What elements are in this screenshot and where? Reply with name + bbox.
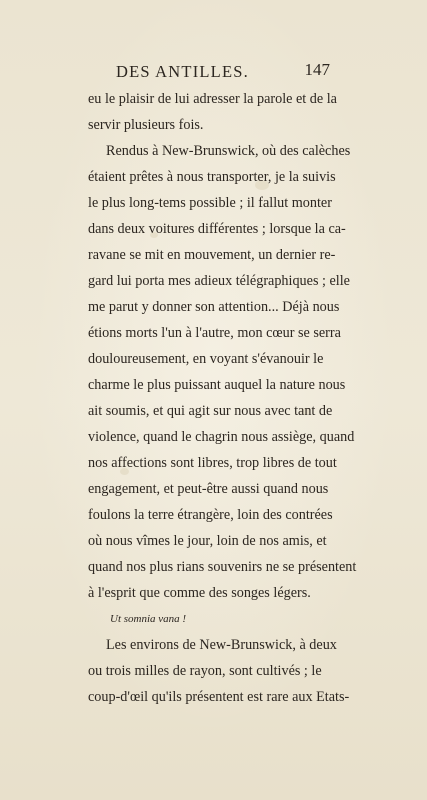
text-line: dans deux voitures différentes ; lorsque la ca-: [88, 221, 346, 237]
page-header: [88, 60, 328, 86]
text-line: foulons la terre étrangère, loin des contrées: [88, 507, 333, 523]
text-line: à l'esprit que comme des songes légers.: [88, 585, 311, 601]
text-line: ravane se mit en mouvement, un dernier re-: [88, 247, 336, 263]
text-line: eu le plaisir de lui adresser la parole et de la: [88, 91, 337, 107]
text-line: le plus long-tems possible ; il fallut monter: [88, 195, 332, 211]
text-line: quand nos plus rians souvenirs ne se présentent: [88, 559, 357, 575]
text-line: où nous vîmes le jour, loin de nos amis, et: [88, 533, 327, 549]
page-number: 147: [304, 60, 330, 79]
body-text: [88, 86, 357, 710]
text-line: engagement, et peut-être aussi quand nous: [88, 481, 329, 497]
text-line: ait soumis, et qui agit sur nous avec tant de: [88, 403, 333, 419]
text-line: Les environs de New-Brunswick, à deux: [106, 637, 337, 653]
text-line: Rendus à New-Brunswick, où des calèches: [106, 143, 351, 159]
text-line: coup-d'œil qu'ils présentent est rare aux Etats-: [88, 689, 350, 705]
text-line: gard lui porta mes adieux télégraphiques ; elle: [88, 273, 350, 289]
text-line: me parut y donner son attention... Déjà nous: [88, 299, 340, 315]
latin-quote: Ut somnia vana !: [110, 613, 187, 625]
text-line: étions morts l'un à l'autre, mon cœur se serra: [88, 325, 341, 341]
text-line: douloureusement, en voyant s'évanouir le: [88, 351, 324, 367]
running-title: DES ANTILLES.: [116, 62, 249, 81]
text-line: nos affections sont libres, trop libres de tout: [88, 455, 337, 471]
text-line: charme le plus puissant auquel la nature nous: [88, 377, 346, 393]
text-line: violence, quand le chagrin nous assiège, quand: [88, 429, 355, 445]
text-line: ou trois milles de rayon, sont cultivés ; le: [88, 663, 322, 679]
text-line: étaient prêtes à nous transporter, je la suivis: [88, 169, 336, 185]
text-line: servir plusieurs fois.: [88, 117, 204, 133]
